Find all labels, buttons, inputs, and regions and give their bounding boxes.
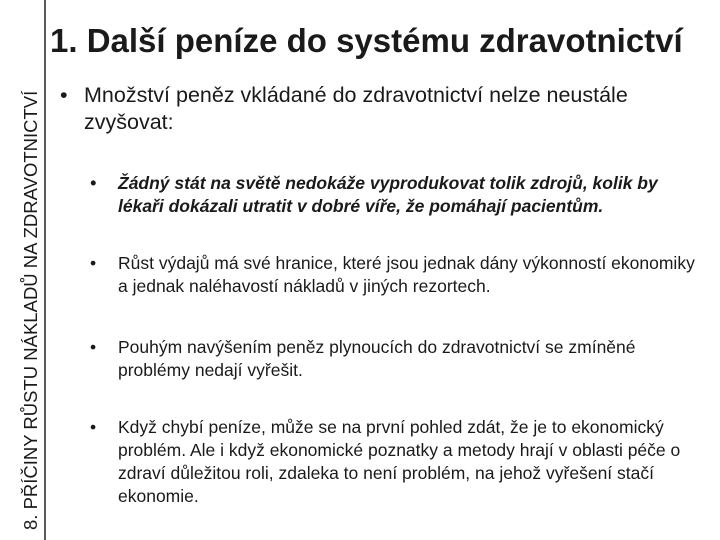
bullet-icon: • xyxy=(60,83,68,107)
main-bullet-text: Množství peněz vkládané do zdravotnictví nelze neustále zvyšovat: xyxy=(84,83,628,134)
sub-bullet-text: Když chybí peníze, může se na první pohled zdát, že je to ekonomický problém. Ale i když ekonomické poznatky a metody hrají v oblasti péče o zdraví důležitou roli, zdaleka to není problém, na jehož vyřešení stačí ekonomie. xyxy=(118,417,681,506)
bullet-icon: • xyxy=(90,337,97,357)
sub-bullet-2 xyxy=(90,252,708,298)
bullet-icon: • xyxy=(90,253,97,273)
sub-bullet-4 xyxy=(90,416,708,508)
sidebar-divider xyxy=(44,0,46,540)
slide-title: 1. Další peníze do systému zdravotnictví xyxy=(50,22,683,59)
bullet-icon: • xyxy=(90,417,97,437)
sub-bullet-text: Pouhým navýšením peněz plynoucích do zdravotnictví se zmíněné problémy nedají vyřešit. xyxy=(118,337,636,380)
sub-bullet-text: Růst výdajů má své hranice, které jsou jednak dány výkonností ekonomiky a jednak naléhavostí nákladů v jiných rezortech. xyxy=(118,253,695,296)
section-sidebar xyxy=(0,0,46,540)
section-label: 8. PŘÍČINY RŮSTU NÁKLADŮ NA ZDRAVOTNICTVÍ xyxy=(20,90,41,530)
sub-bullet-text: Žádný stát na světě nedokáže vyprodukovat tolik zdrojů, kolik by lékaři dokázali utratit v dobré víře, že pomáhají pacientům. xyxy=(118,173,658,216)
bullet-icon: • xyxy=(90,173,97,193)
sub-bullet-3 xyxy=(90,336,708,382)
main-bullet xyxy=(60,82,700,136)
sub-bullet-1 xyxy=(90,172,708,218)
slide-body xyxy=(60,82,700,506)
